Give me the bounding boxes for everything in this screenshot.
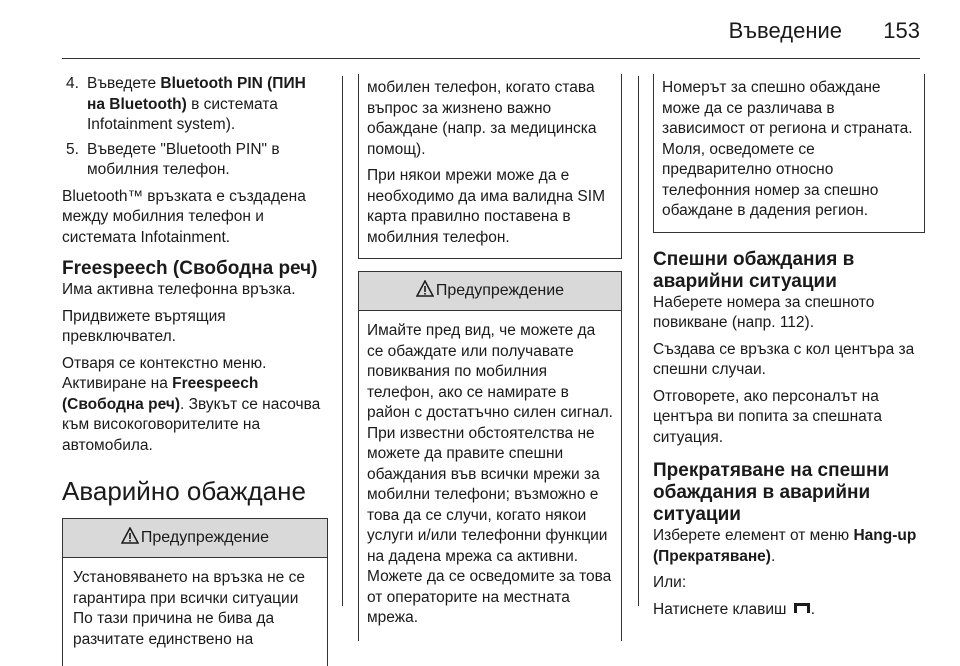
warning-text: Номерът за спешно обаждане може да се различава в зависимост от региона и страната. Моля, осведомете се предварително относно телефонния номер за спешно обаждане в дадения регион. <box>662 79 913 219</box>
column-1 <box>62 74 328 666</box>
section-heading-freespeech: Freespeech (Свободна реч) <box>62 258 318 279</box>
warning-box-continued <box>358 74 622 259</box>
menu-item-ref: Hang-up (Прекратяване) <box>653 527 917 565</box>
warning-header: Предупреждение <box>63 519 327 558</box>
warning-triangle-icon <box>416 274 434 312</box>
warning-box <box>358 271 622 641</box>
warning-box <box>62 518 328 666</box>
menu-item-ref: Freespeech (Свободна реч) <box>62 375 259 413</box>
steps-list <box>62 74 328 181</box>
warning-triangle-icon <box>121 521 139 559</box>
column-divider-1 <box>342 76 343 606</box>
hang-up-phone-icon <box>793 601 811 624</box>
paragraph: Наберете номера за спешното повикване (напр. 112). <box>653 293 875 331</box>
list-item: 4. Въведете Bluetooth PIN (ПИН на Bluetooth) в системата Infotainment system). <box>66 75 306 133</box>
paragraph: Натиснете клавиш . <box>653 600 925 624</box>
paragraph: Изберете елемент от меню Hang-up (Прекратяване). <box>653 527 917 565</box>
warning-text: мобилен телефон, когато става въпрос за жизнено важно обаждане (напр. за медицинска помощ). <box>367 79 597 158</box>
paragraph: Създава се връзка с кол центъра за спешни случаи. <box>653 340 915 378</box>
header-rule <box>62 58 920 59</box>
warning-header: Предупреждение <box>359 272 621 311</box>
warning-text: При някои мрежи може да е необходимо да има валидна SIM карта правилно поставена в мобилния телефон. <box>367 167 605 246</box>
page-header <box>0 0 960 62</box>
paragraph: Bluetooth™ връзката е създадена между мобилния телефон и системата Infotainment. <box>62 187 306 246</box>
menu-item-ref: Bluetooth PIN (ПИН на Bluetooth) <box>87 75 306 113</box>
list-item: 5. Въведете "Bluetooth PIN" в мобилния телефон. <box>66 140 280 178</box>
warning-box-continued <box>653 74 925 233</box>
column-divider-2 <box>638 76 639 606</box>
page-number: 153 <box>883 18 920 43</box>
paragraph: Отваря се контекстно меню. Активиране на Freespeech (Свободна реч). Звукът се насочва към високоговорителите на автомобила. <box>62 354 321 454</box>
section-heading-end-calls: Прекратяване на спешни обаждания в аварийни ситуации <box>653 460 890 525</box>
paragraph: Отговорете, ако персоналът на центъра ви попита за спешната ситуация. <box>653 387 882 446</box>
warning-text: Установяването на връзка не се гарантира при всички ситуации По тази причина не бива да разчитате единствено на <box>73 569 305 648</box>
column-2 <box>358 74 622 641</box>
section-heading-emergency-calls: Спешни обаждания в аварийни ситуации <box>653 248 855 292</box>
header-title: Въведение <box>728 18 842 43</box>
column-3 <box>653 74 925 629</box>
paragraph: Придвижете въртящия превключвател. <box>62 307 226 345</box>
paragraph: Има активна телефонна връзка. <box>62 281 296 298</box>
section-heading-emergency: Аварийно обаждане <box>62 476 306 506</box>
warning-text: Имайте пред вид, че можете да се обаждате или получавате повиквания по мобилния телефон, ако се намирате в район с достатъчно силен сигнал. При известни обстоятелства не можете да правите спешни обаждания във всички мрежи за мобилни телефони; възможно е това да се случи, когато някои услуги и/или телефонни функции на дадена мрежа са активни. Можете да се осведомите за това от операторите на местната мрежа. <box>367 322 613 626</box>
paragraph: Или: <box>653 574 687 591</box>
